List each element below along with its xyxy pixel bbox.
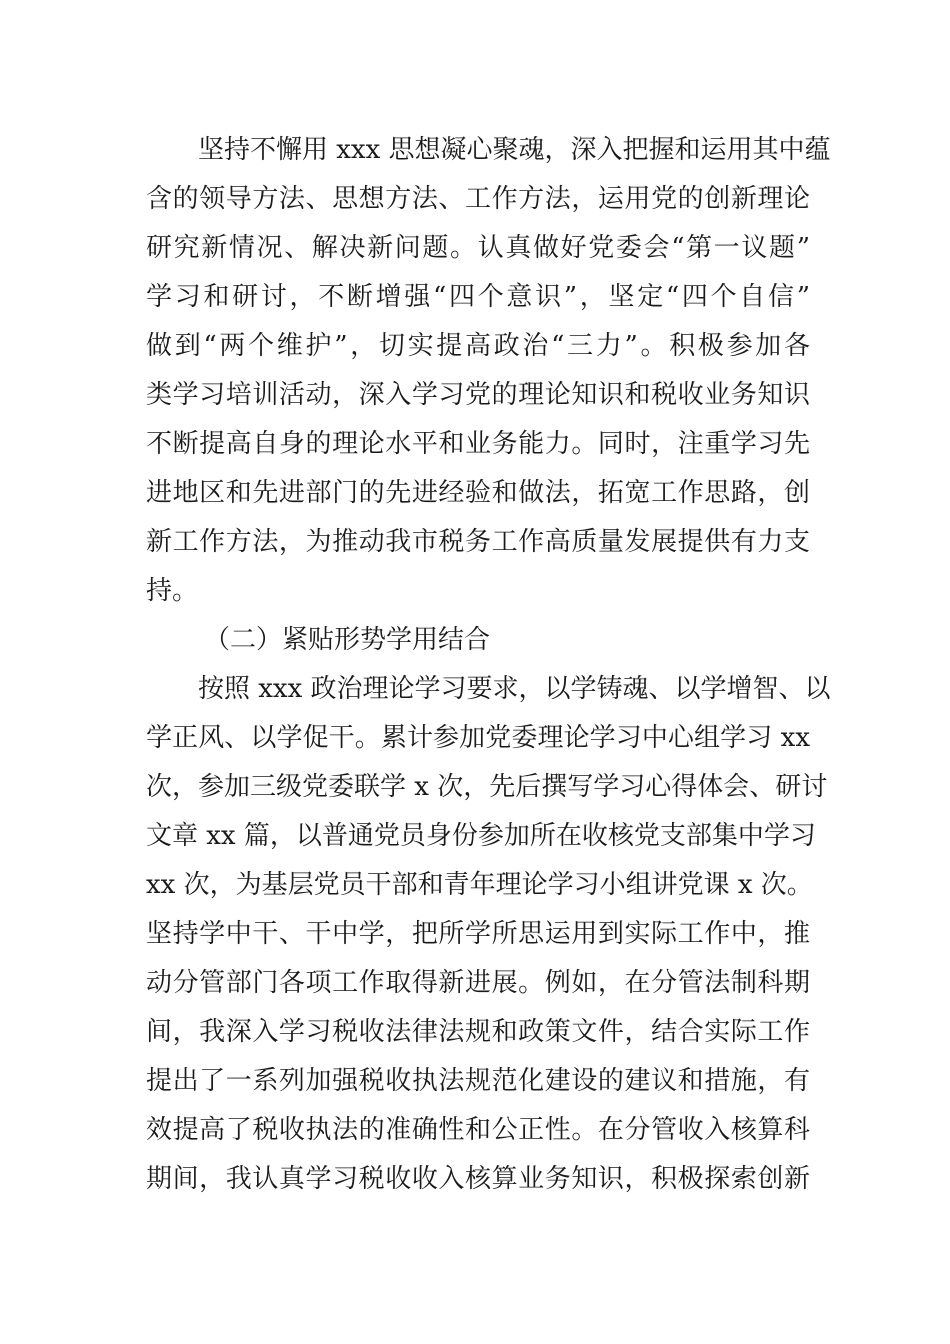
text-line: 持。: [146, 576, 199, 606]
text-line: 做到“两个维护”，切实提高政治“三力”。积极参加各: [146, 331, 810, 361]
text-line: 提出了一系列加强税收执法规范化建设的建议和措施，有: [146, 1066, 810, 1096]
text-line: 间，我深入学习税收法律法规和政策文件，结合实际工作: [146, 1017, 810, 1047]
text-line: 期间，我认真学习税收收入核算业务知识，积极探索创新: [146, 1164, 810, 1194]
paragraph-2: [146, 665, 831, 1204]
text-line: 新工作方法，为推动我市税务工作高质量发展提供有力支: [146, 527, 810, 557]
section-heading: （二）紧贴形势学用结合: [204, 625, 491, 655]
text-line: 效提高了税收执法的准确性和公正性。在分管收入核算科: [146, 1115, 810, 1145]
text-line: xx 次，为基层党员干部和青年理论学习小组讲党课 x 次。: [146, 870, 813, 900]
text-line: 次，参加三级党委联学 x 次，先后撰写学习心得体会、研讨: [146, 772, 828, 802]
text-line: 含的领导方法、思想方法、工作方法，运用党的创新理论: [146, 184, 810, 214]
text-line: 进地区和先进部门的先进经验和做法，拓宽工作思路，创: [146, 478, 810, 508]
text-line: 类学习培训活动，深入学习党的理论知识和税收业务知识: [146, 380, 810, 410]
text-line: 学正风、以学促干。累计参加党委理论学习中心组学习 xx: [146, 723, 810, 753]
text-line: 坚持不懈用 xxx 思想凝心聚魂，深入把握和运用其中蕴: [198, 135, 831, 165]
text-line: 研究新情况、解决新问题。认真做好党委会“第一议题”: [146, 233, 810, 263]
text-line: 学习和研讨，不断增强“四个意识”，坚定“四个自信”: [146, 282, 810, 312]
text-line: 文章 xx 篇，以普通党员身份参加所在收核党支部集中学习: [146, 821, 816, 851]
paragraph-1: [146, 126, 831, 616]
body-text: [146, 126, 831, 1204]
text-line: 动分管部门各项工作取得新进展。例如，在分管法制科期: [146, 968, 810, 998]
text-line: 按照 xxx 政治理论学习要求，以学铸魂、以学增智、以: [198, 674, 831, 704]
text-line: 坚持学中干、干中学，把所学所思运用到实际工作中，推: [146, 919, 810, 949]
text-line: 不断提高自身的理论水平和业务能力。同时，注重学习先: [146, 429, 810, 459]
